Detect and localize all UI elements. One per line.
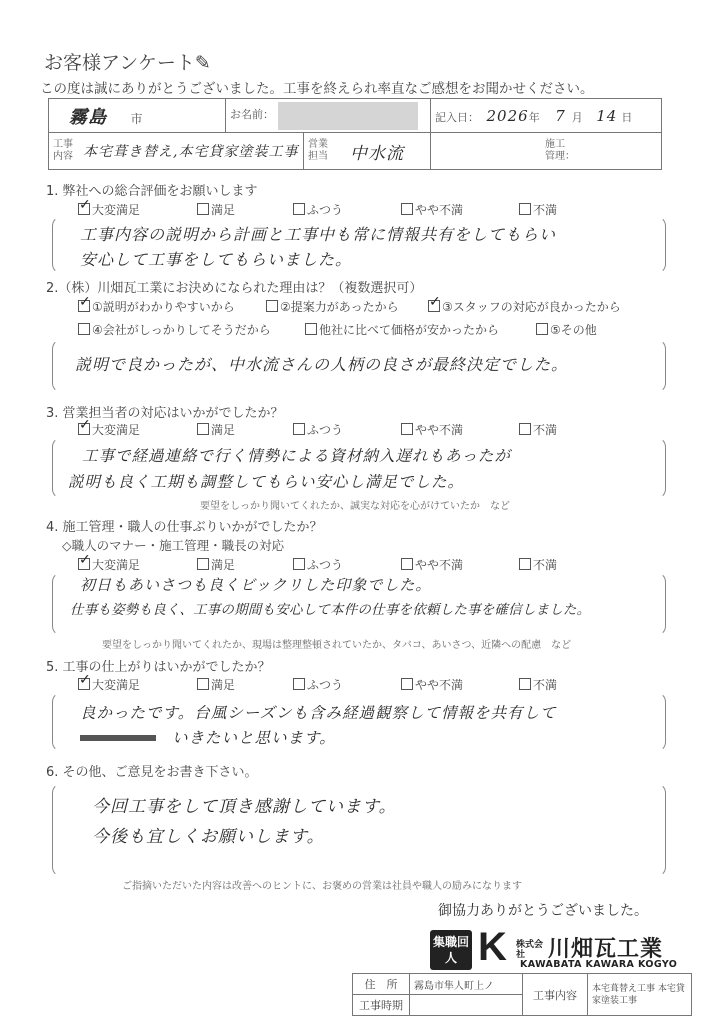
company-prefix: 株式会社: [516, 940, 544, 960]
mgmt-label-1: 施工: [545, 139, 565, 150]
sales-value: 中水流: [350, 143, 404, 164]
q3-opt-1[interactable]: [78, 421, 140, 438]
q3-hint: 要望をしっかり聞いてくれたか、誠実な対応を心がけていたか など: [200, 501, 510, 512]
q5-opt-1[interactable]: [78, 676, 140, 693]
sales-label-1: 営業: [308, 139, 328, 150]
intro-text: この度は誠にありがとうございました。工事を終えられ率直なご感想をお聞かせください。: [40, 81, 594, 97]
city-cell: [49, 99, 226, 133]
info-table: [48, 98, 662, 170]
checkbox-checked-icon: [78, 423, 90, 435]
city-value: 霧島: [69, 106, 107, 128]
checkbox-icon: [519, 558, 531, 570]
q1-opt-2-label: 満足: [211, 203, 236, 217]
checkbox-checked-icon: [428, 300, 440, 312]
q5-opt-3[interactable]: [293, 676, 343, 693]
q5-opt-1-label: 大変満足: [92, 678, 141, 692]
checkbox-icon: [197, 203, 209, 215]
q3-opt-5-label: 不満: [533, 423, 558, 437]
city-suffix: 市: [130, 111, 143, 126]
checkbox-icon: [293, 423, 305, 435]
q2-opt-3-label: ③スタッフの対応が良かったから: [442, 300, 621, 314]
checkbox-icon: [197, 558, 209, 570]
q3-opt-2-label: 満足: [211, 423, 236, 437]
q3-opt-5[interactable]: [519, 421, 557, 438]
checkbox-icon: [519, 203, 531, 215]
name-label: お名前：: [230, 107, 274, 121]
q1-opt-1-label: 大変満足: [92, 203, 141, 217]
q4-answer-line2: 仕事も姿勢も良く、工事の期間も安心して本件の仕事を依頼した事を確信しました。: [70, 602, 591, 618]
day-value: 14: [596, 106, 618, 125]
q5-opt-4[interactable]: [401, 676, 463, 693]
date-label: 記入日：: [435, 110, 479, 124]
checkbox-icon: [197, 678, 209, 690]
checkbox-icon: [266, 300, 278, 312]
checkbox-icon: [519, 678, 531, 690]
mgmt-cell: [431, 133, 662, 170]
q5-opt-4-label: やや不満: [415, 678, 464, 692]
checkbox-icon: [305, 323, 317, 335]
q5-scribble: [80, 735, 156, 741]
sales-label-2: 担当: [308, 151, 328, 162]
q2-opt-5[interactable]: [305, 321, 499, 338]
year-value: 2026: [486, 106, 529, 125]
work-label-2: 内容: [53, 151, 73, 162]
q4-opt-1-label: 大変満足: [92, 558, 141, 572]
q3-opt-3[interactable]: [293, 421, 343, 438]
checkbox-checked-icon: [78, 300, 90, 312]
q3-answer-line2: 説明も良く工期も調整してもらい安心し満足でした。: [68, 473, 465, 491]
q6-hint: ご指摘いただいた内容は改善へのヒントに、お褒めの営業は社員や職人の励みになります: [122, 881, 522, 892]
q4-opt-4[interactable]: [401, 556, 463, 573]
company-name-en: KAWABATA KAWARA KOGYO: [520, 959, 678, 970]
work-cell: [49, 133, 431, 170]
checkbox-icon: [401, 678, 413, 690]
q2-opt-2[interactable]: [266, 298, 399, 315]
q2-opt-3[interactable]: [428, 298, 621, 315]
date-cell: [431, 99, 662, 133]
company-stamp-icon: 集職回人: [430, 930, 472, 970]
q2-opt-6[interactable]: [536, 321, 597, 338]
q5-opt-3-label: ふつう: [307, 678, 344, 692]
q4-opt-4-label: やや不満: [415, 558, 464, 572]
thanks-text: 御協力ありがとうございました。: [438, 903, 648, 919]
q6-label: 6. その他、ご意見をお書き下さい。: [46, 765, 258, 780]
q2-opt-1[interactable]: [78, 298, 235, 315]
q3-opt-3-label: ふつう: [307, 423, 344, 437]
q4-hint: 要望をしっかり聞いてくれたか、現場は整理整頓されていたか、タバコ、あいさつ、近隣への配慮 など: [102, 640, 572, 651]
q2-opt-1-label: ①説明がわかりやすいから: [92, 300, 235, 314]
q3-label: 3. 営業担当者の対応はいかがでしたか？: [46, 406, 284, 421]
company-name: 川畑瓦工業: [548, 937, 664, 962]
work-label-1: 工事: [53, 139, 73, 150]
q2-opt-4[interactable]: [78, 321, 271, 338]
q5-label: 5. 工事の仕上がりはいかがでしたか？: [46, 660, 271, 675]
year-suffix: 年: [528, 110, 540, 124]
q2-opt-5-label: 他社に比べて価格が安かったから: [319, 323, 500, 337]
checkbox-icon: [519, 423, 531, 435]
work-label: 工事内容: [523, 974, 588, 1016]
q1-opt-3-label: ふつう: [307, 203, 344, 217]
q1-answer-line1: 工事内容の説明から計画と工事中も常に情報共有をしてもらい: [80, 225, 557, 244]
month-value: 7: [555, 106, 566, 125]
q5-opt-5-label: 不満: [533, 678, 558, 692]
name-redacted: [278, 102, 418, 130]
q4-answer-line1: 初日もあいさつも良くビックリした印象でした。: [80, 576, 432, 594]
q4-opt-5-label: 不満: [533, 558, 558, 572]
q1-label: 1. 弊社への総合評価をお願いします: [46, 184, 258, 199]
q6-answer-line2: 今後も宜しくお願いします。: [92, 827, 325, 847]
q4-label: 4. 施工管理・職人の仕事ぶりいかがでしたか？: [46, 520, 323, 535]
q1-opt-5-label: 不満: [533, 203, 558, 217]
q3-opt-4-label: やや不満: [415, 423, 464, 437]
q1-answer-line2: 安心して工事をしてもらいました。: [80, 250, 353, 269]
period-label: 工事時期: [353, 995, 410, 1016]
q3-opt-4[interactable]: [401, 421, 463, 438]
q5-opt-5[interactable]: [519, 676, 557, 693]
q2-answer-line1: 説明で良かったが、中水流さんの人柄の良さが最終決定でした。: [75, 355, 569, 374]
company-logo-icon: K: [478, 925, 507, 969]
checkbox-icon: [78, 323, 90, 335]
month-suffix: 月: [571, 110, 583, 124]
mgmt-label-2: 管理：: [545, 151, 575, 162]
q5-answer-line2: いきたいと思います。: [172, 729, 336, 747]
q2-opt-4-label: ④会社がしっかりしてそうだから: [92, 323, 271, 337]
q1-opt-4-label: やや不満: [415, 203, 464, 217]
q4-opt-5[interactable]: [519, 556, 557, 573]
q4-opt-3-label: ふつう: [307, 558, 344, 572]
checkbox-icon: [293, 558, 305, 570]
checkbox-checked-icon: [78, 558, 90, 570]
checkbox-icon: [536, 323, 548, 335]
survey-title: お客様アンケート✎: [44, 52, 211, 74]
q5-answer-line1: 良かったです。台風シーズンも含み経過観察して情報を共有して: [80, 704, 557, 722]
q2-opt-6-label: ⑤その他: [550, 323, 597, 337]
day-suffix: 日: [621, 110, 633, 124]
q2-label: 2.（株）川畑瓦工業にお決めになられた理由は？（複数選択可）: [46, 281, 423, 296]
checkbox-checked-icon: [78, 678, 90, 690]
q4-sub: ◇職人のマナー・施工管理・職長の対応: [62, 538, 285, 553]
name-cell: [226, 99, 431, 133]
checkbox-checked-icon: [78, 203, 90, 215]
checkbox-icon: [401, 558, 413, 570]
work-value: 本宅葺替え工事 本宅貸家塗装工事: [588, 974, 692, 1016]
q3-answer-line1: 工事で経過連絡で行く情勢による資材納入遅れもあったが: [82, 447, 511, 465]
q4-opt-2[interactable]: [197, 556, 235, 573]
q6-answer-line1: 今回工事をして頂き感謝しています。: [92, 797, 397, 817]
q3-opt-1-label: 大変満足: [92, 423, 141, 437]
period-value: [410, 995, 523, 1016]
q4-opt-3[interactable]: [293, 556, 343, 573]
q5-opt-2-label: 満足: [211, 678, 236, 692]
checkbox-icon: [293, 678, 305, 690]
checkbox-icon: [197, 423, 209, 435]
q2-opt-2-label: ②提案力があったから: [280, 300, 399, 314]
q4-opt-2-label: 満足: [211, 558, 236, 572]
work-value: 本宅葺き替え,本宅貸家塗装工事: [83, 144, 299, 160]
q4-opt-1[interactable]: [78, 556, 140, 573]
address-label: 住 所: [353, 974, 410, 995]
checkbox-icon: [293, 203, 305, 215]
q5-opt-2[interactable]: [197, 676, 235, 693]
checkbox-icon: [401, 203, 413, 215]
address-value: 霧島市隼人町上ノ: [410, 974, 523, 995]
footer-table: [352, 973, 692, 1016]
checkbox-icon: [401, 423, 413, 435]
q3-opt-2[interactable]: [197, 421, 235, 438]
